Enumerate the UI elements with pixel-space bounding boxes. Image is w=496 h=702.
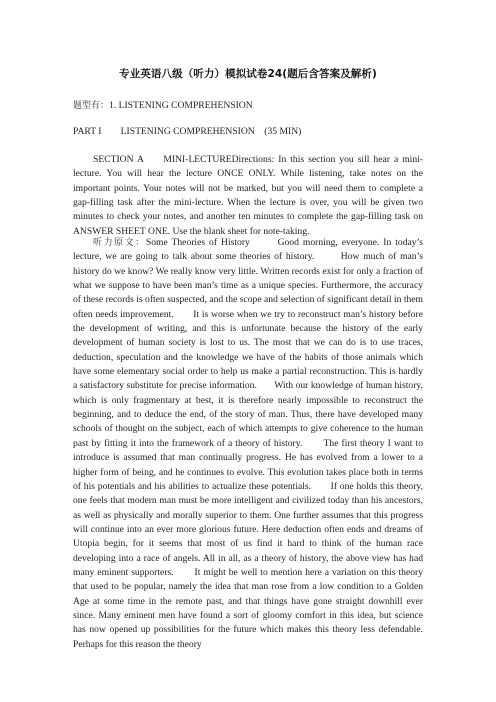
section-directions: SECTION A MINI-LECTUREDirections: In this section you sill hear a mini-lecture. You will hear the lecture ONCE ONLY. While listening, take notes on the important points. Your notes will not be marked, but you will need them to complete a gap-filling task after the mini-lecture. When the lecture is over, you will be given two minutes to check your notes, and another ten minutes to complete the gap-filling task on ANSWER SHEET ONE. Use the blank sheet for note-taking. [73,154,426,237]
question-type-value: 1. LISTENING COMPREHENSION [109,100,253,111]
question-type-line [73,98,253,111]
part-heading: PART I LISTENING COMPREHENSION (35 MIN) [73,126,302,137]
transcript-paragraph [73,236,426,688]
transcript-text: Some Theories of History Good morning, everyone. In today’s lecture, we are going to talk about some theories of history. How much of man’s history do we know? We really know very little. Written records exist for only a fraction of what we suppose to have been man’s time as a unique species. Furthermore, the accuracy of these records is often suspected, and the scope and selection of significant detail in them often needs improvement. It is worse when we try to reconstruct man’s history before the development of writing, and this is unfortunate because the history of the early development of human society is lost to us. The most that we can do is to use traces, deduction, speculation and the knowledge we have of the habits of those animals which have some elementary social order to help us make a partial reconstruction. This is hardly a satisfactory substitute for precise information. With our knowledge of human history, which is only fragmentary at best, it is therefore nearly impossible to reconstruct the beginning, and to deduce the end, of the story of man. Thus, there have developed many schools of thought on the subject, each of which attempts to give coherence to the human past by fitting it into the framework of a theory of history. The first theory I want to introduce is assumed that man continually progress. He has evolved from a lower to a higher form of being, and he continues to evolve. This evolution takes place both in terms of his potentials and his abilities to actualize these potentials. If one holds this theory, one feels that modern man must be more intelligent and civilized today than his ancestors, as well as physically and morally superior to them. One further assumes that this progress will continue into an ever more glorious future. Here deduction often ends and dreams of Utopia begin, for it seems that most of us find it hard to think of the human race developing into a race of angels. All in all, as a theory of history, the above view has had many eminent supporters. It might be well to mention here a variation on this theory that used to be popular, namely the idea that man rose from a low condition to a Golden Age at some time in the remote past, and that things have gone straight downhill ever since. Many eminent men have found a sort of gloomy comfort in this idea, but science has now opened up possibilities for the future which makes this theory less defendable. Perhaps for this reason the theory [73,237,426,650]
page-title: 专业英语八级（听力）模拟试卷24(题后含答案及解析) [119,68,377,80]
transcript-label: 听力原文： [93,238,146,248]
question-type-label: 题型有： [73,101,110,111]
